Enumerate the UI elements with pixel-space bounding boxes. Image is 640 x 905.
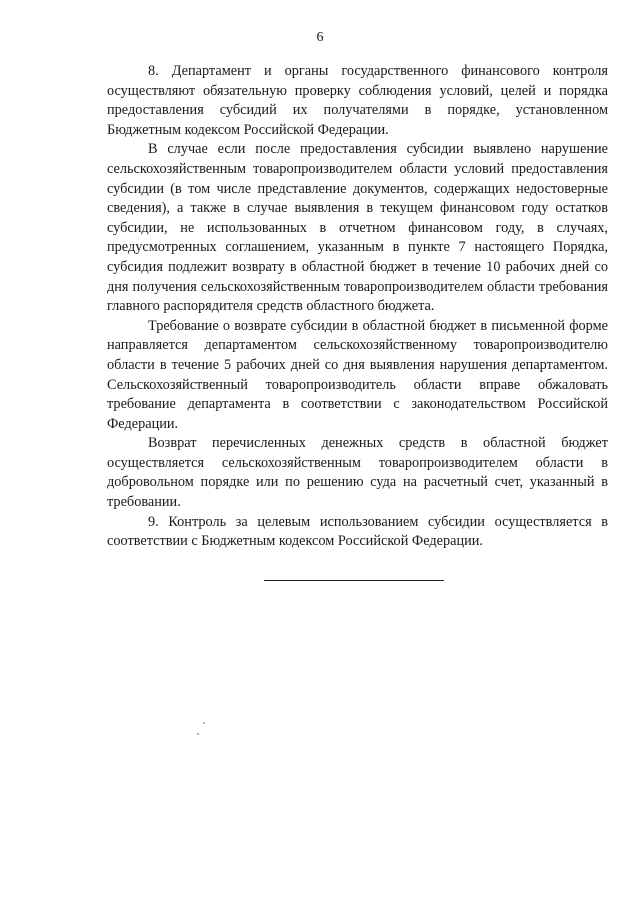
paragraph-return-requirement: Требование о возврате субсидии в областной бюджет в письменной форме направляется департаментом сельскохозяйственному товаропроизводителю области в течение 5 рабочих дней со дня выявления нарушения департаментом. Сельскохозяйственный товаропроизводитель области вправе обжаловать требование департамента в соответствии с законодательством Российской Федерации. — [107, 317, 608, 432]
scan-speck — [197, 733, 199, 735]
paragraph-8-monitoring: 8. Департамент и органы государственного финансового контроля осуществляют обязательную проверку соблюдения условий, целей и порядка предоставления субсидий их получателями в порядке, установленном Бюджетным кодексом Российской Федерации. — [107, 63, 608, 138]
paragraph-9-control: 9. Контроль за целевым использованием субсидии осуществляется в соответствии с Бюджетным кодексом Российской Федерации. — [107, 513, 608, 550]
page-number: 6 — [316, 30, 324, 45]
paragraph-return-of-funds: Возврат перечисленных денежных средств в областной бюджет осуществляется сельскохозяйственным товаропроизводителем области в добровольном порядке или по решению суда на расчетный счет, указанный в требовании. — [107, 435, 608, 511]
document-body — [107, 62, 608, 552]
end-of-document-divider — [264, 580, 444, 581]
scan-speck — [203, 722, 205, 724]
paragraph-violation-return: В случае если после предоставления субсидии выявлено нарушение сельскохозяйственным товаропроизводителем области условий предоставления субсидии (в том числе представление документов, содержащих недостоверные сведения), а также в случае выявления в текущем финансовом году остатков субсидии, не использованных в отчетном финансовом году, в случаях, предусмотренных соглашением, указанным в пункте 7 настоящего Порядка, субсидия подлежит возврату в областной бюджет в течение 10 рабочих дней со дня получения сельскохозяйственным товаропроизводителем области требования главного распорядителя средств областного бюджета. — [107, 141, 608, 315]
